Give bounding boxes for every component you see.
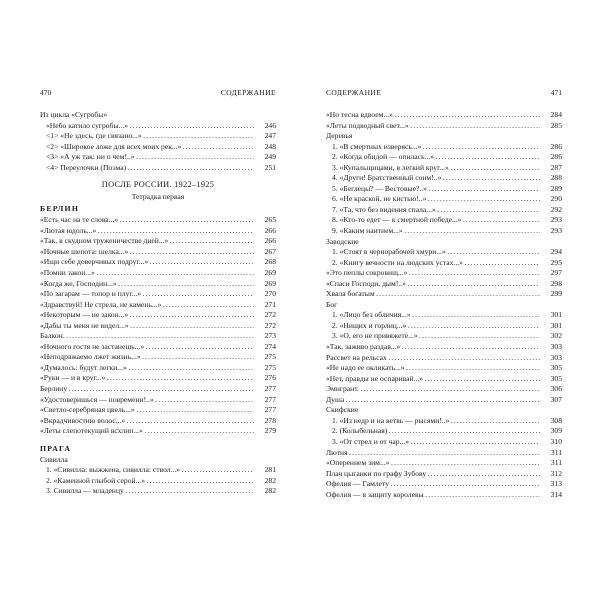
toc-entry-page: 292 <box>550 204 562 214</box>
toc-entry-page: 248 <box>264 141 276 151</box>
toc-entry <box>40 142 276 153</box>
toc-entry-title: «Неподражаемо лжет жизнь...» . . . <box>40 352 254 363</box>
toc-entry-page: 307 <box>550 394 562 404</box>
toc-entry-title: «Помни закон...» . . . <box>40 268 254 279</box>
toc-entry-page: 285 <box>550 120 562 130</box>
toc-entry-title: «Удостоверишься — повремени!..» . . . <box>40 395 254 406</box>
toc-entry-title: 3. «От стрел и от чар...» . . . <box>326 437 540 448</box>
toc-entry-title: 2. (Колыбельная) . . . <box>326 426 540 437</box>
left-page <box>40 88 276 497</box>
toc-entry-title: «Ночного гостя не застанешь...» . . . <box>40 342 254 353</box>
toc-entry-title: «Думалось: будут легки...» . . . <box>40 363 254 374</box>
toc-entry-page: 313 <box>550 479 562 489</box>
toc-entry-title: «По загарам — топор и плуг...» . . . <box>40 289 254 300</box>
toc-entry-title: «Лютая юдоль...» . . . <box>40 226 254 237</box>
toc-entry <box>326 258 562 269</box>
toc-entry <box>326 395 562 406</box>
toc-entry <box>326 184 562 195</box>
cycle-list <box>40 121 276 174</box>
toc-entry-page: 299 <box>550 289 562 299</box>
toc-entry <box>40 405 276 416</box>
toc-entry <box>40 426 276 437</box>
toc-entry-title: 1. «Лицо без обличия...» . . . <box>326 310 540 321</box>
toc-entry-page: 272 <box>264 320 276 330</box>
toc-entry-title: «Есть час на те слова...» . . . <box>40 215 254 226</box>
toc-entry <box>40 152 276 163</box>
toc-entry-page: 294 <box>550 247 562 257</box>
toc-entry-page: 272 <box>264 310 276 320</box>
toc-entry <box>40 395 276 406</box>
toc-entry-page: 267 <box>264 246 276 256</box>
toc-entry-title: 8. «Кто-то едет — к смертной победе...» . . . <box>326 215 540 226</box>
toc-entry <box>40 131 276 142</box>
toc-entry <box>326 226 562 237</box>
toc-entry-page: 301 <box>550 320 562 330</box>
toc-entry-title: 1. «Сивилла: выжжена, сивилла: ствол...» . . . <box>40 465 254 476</box>
toc-entry <box>326 110 562 121</box>
toc-entry-page: 268 <box>264 257 276 267</box>
toc-entry <box>40 331 276 342</box>
toc-entry <box>326 490 562 501</box>
toc-entry-page: 278 <box>264 415 276 425</box>
toc-entry <box>326 384 562 395</box>
toc-entry-page: 276 <box>264 373 276 383</box>
toc-entry <box>40 465 276 476</box>
toc-entry-page: 295 <box>550 257 562 267</box>
toc-entry <box>326 121 562 132</box>
toc-entry-title: «Спаси Господи, дым!..» . . . <box>326 279 540 290</box>
toc-entry <box>326 458 562 469</box>
toc-entry-title: Офелия — Гамлету . . . <box>326 479 540 490</box>
toc-entry-title: 4. «Други! Братственный сонм!..» . . . <box>326 173 540 184</box>
toc-entry-title: 2. «Книгу вечности на людских устах...» . . . <box>326 258 540 269</box>
toc-entry-page: 284 <box>550 110 562 119</box>
toc-entry-page: 301 <box>550 310 562 320</box>
toc-entry <box>40 279 276 290</box>
toc-entry <box>326 353 562 364</box>
toc-entry <box>40 257 276 268</box>
toc-entry-title: 3. «О, его не привяжете...» . . . <box>326 331 540 342</box>
toc-entry <box>40 476 276 487</box>
toc-entry-title: 2. «Каменной глыбой серой...» . . . <box>40 476 254 487</box>
toc-entry-page: 277 <box>264 405 276 415</box>
toc-entry <box>40 352 276 363</box>
right-page <box>326 88 562 500</box>
right-page-number: 471 <box>550 88 562 97</box>
toc-entry <box>326 142 562 153</box>
toc-entry-title: 3. «Купальщицами, в легкий круг...» . . . <box>326 163 540 174</box>
toc-entry-page: 266 <box>264 236 276 246</box>
toc-entry-title: «Некоторым — не закон...» . . . <box>40 310 254 321</box>
left-page-header <box>40 88 276 100</box>
toc-entry-title: Балкон. . . . <box>40 331 254 342</box>
toc-entry-title: «Леты слепотекущий всхлип...» . . . <box>40 426 254 437</box>
toc-entry-title: Берлину . . . <box>40 384 254 395</box>
section-title: ПОСЛЕ РОССИИ. 1922–1925 <box>101 180 215 190</box>
toc-entry-title: Плач цыганки по графу Зубову . . . <box>326 469 540 480</box>
right-page-header <box>326 88 562 100</box>
toc-entry <box>326 342 562 353</box>
toc-entry-page: 269 <box>264 268 276 278</box>
toc-entry-title: Лютня . . . <box>326 448 540 459</box>
toc-entry-page: 305 <box>550 373 562 383</box>
toc-entry <box>326 215 562 226</box>
toc-entry <box>40 310 276 321</box>
toc-entry <box>40 321 276 332</box>
toc-entry <box>326 416 562 427</box>
right-toc-groups <box>326 110 562 500</box>
toc-entry-title: 9. «Каким наитием...» . . . <box>326 226 540 237</box>
toc-entry-title: «Светло-серебряная цвель...» . . . <box>40 405 254 416</box>
toc-entry <box>326 247 562 258</box>
toc-entry <box>40 373 276 384</box>
toc-entry-page: 269 <box>264 278 276 288</box>
toc-entry-page: 249 <box>264 152 276 162</box>
left-running-head: СОДЕРЖАНИЕ <box>220 88 276 97</box>
toc-entry-page: 277 <box>264 394 276 404</box>
toc-entry-title: 2. «Когда обидой — опилась...» . . . <box>326 152 540 163</box>
toc-entry-title: Офелия — в защиту королевы . . . <box>326 490 540 501</box>
toc-entry-title: «Руки — и в круг...» . . . <box>40 373 254 384</box>
toc-entry-page: 311 <box>550 447 562 457</box>
toc-entry <box>326 448 562 459</box>
toc-entry <box>326 205 562 216</box>
toc-entry-title: «Здравствуй! Не стрела, не камень...» . . . <box>40 300 254 311</box>
toc-entry <box>40 236 276 247</box>
toc-entry <box>326 152 562 163</box>
toc-entry-title: 7. «Та, что без видения спала...» . . . <box>326 205 540 216</box>
toc-entry-page: 298 <box>550 278 562 288</box>
toc-entry-title: <2> «Широкое ложе для всех моих рек...» . . . <box>40 142 254 153</box>
toc-entry <box>326 163 562 174</box>
toc-entry-page: 273 <box>264 331 276 341</box>
toc-entry <box>326 173 562 184</box>
toc-entry <box>40 342 276 353</box>
toc-entry-title: «Небо катило сугробы...» . . . <box>40 121 254 132</box>
right-running-head: СОДЕРЖАНИЕ <box>326 88 382 97</box>
toc-entry-page: 271 <box>264 299 276 309</box>
toc-entry-page: 274 <box>264 341 276 351</box>
toc-entry <box>326 426 562 437</box>
toc-entry-page: 310 <box>550 436 562 446</box>
toc-entry <box>40 300 276 311</box>
toc-entry <box>326 194 562 205</box>
toc-entry-title: «Леты подводный свет...» . . . <box>326 121 540 132</box>
group-heading: Бог <box>326 299 338 309</box>
toc-entry <box>40 384 276 395</box>
toc-entry <box>326 310 562 321</box>
group-heading: Скифские <box>326 405 359 415</box>
toc-entry-title: «Это пеплы сокровищ...» . . . <box>326 268 540 279</box>
toc-entry-page: 293 <box>550 226 562 236</box>
toc-entry-page: 270 <box>264 289 276 299</box>
toc-entry-title: «Ищи себе доверчивых подруг...» . . . <box>40 257 254 268</box>
toc-entry <box>40 226 276 237</box>
sibyl-list <box>40 465 276 497</box>
toc-entry <box>326 374 562 385</box>
toc-entry-title: 2. «Нищих и горлиц...» . . . <box>326 321 540 332</box>
toc-entry-title: «Но тесна вдвоем...» . . . <box>326 110 540 121</box>
toc-entry <box>326 437 562 448</box>
group-heading: Деревья <box>326 131 353 141</box>
toc-entry-page: 306 <box>550 384 562 394</box>
toc-entry-page: 305 <box>550 363 562 373</box>
prague-heading: ПРАГА <box>40 443 72 453</box>
toc-entry <box>326 469 562 480</box>
toc-entry-page: 277 <box>264 384 276 394</box>
toc-entry <box>326 289 562 300</box>
toc-entry-title: «Вкрадчивостию волос...» . . . <box>40 416 254 427</box>
cycle-heading: Из цикла «Сугробы» <box>40 110 108 119</box>
toc-entry-page: 281 <box>264 465 276 475</box>
toc-entry-title: Рассвет на рельсах . . . <box>326 353 540 364</box>
toc-entry-page: 275 <box>264 362 276 372</box>
toc-entry <box>326 321 562 332</box>
toc-entry <box>40 247 276 258</box>
berlin-heading: БЕРЛИН <box>40 204 80 214</box>
toc-entry-title: «Не надо ее окликать...» . . . <box>326 363 540 374</box>
toc-entry-page: 309 <box>550 426 562 436</box>
toc-entry-page: 289 <box>550 183 562 193</box>
toc-entry <box>326 479 562 490</box>
toc-entry-title: 3. Сивилла — младенцу . . . <box>40 486 254 497</box>
toc-entry-title: «Оперением зим...» . . . <box>326 458 540 469</box>
toc-entry-page: 286 <box>550 152 562 162</box>
toc-entry-title: «Ночные шепота: шелка...» . . . <box>40 247 254 258</box>
toc-entry <box>40 289 276 300</box>
toc-entry-title: «Так, заживо раздав...» . . . <box>326 342 540 353</box>
toc-entry-page: 303 <box>550 342 562 352</box>
toc-entry-title: Хвала богатым . . . <box>326 289 540 300</box>
toc-entry-title: 1. «Из недр и на ветвь — рысями!..» . . . <box>326 416 540 427</box>
toc-entry <box>40 486 276 497</box>
toc-entry <box>40 416 276 427</box>
toc-entry <box>326 331 562 342</box>
group-heading: Заводские <box>326 236 359 246</box>
toc-entry-page: 275 <box>264 352 276 362</box>
toc-entry-title: 5. «Беглецы? — Вестовые?..» . . . <box>326 184 540 195</box>
toc-entry-page: 293 <box>550 215 562 225</box>
toc-entry-title: 1. «Стоят в чернорабочей хмури...» . . . <box>326 247 540 258</box>
toc-entry-page: 282 <box>264 486 276 496</box>
toc-entry <box>326 279 562 290</box>
berlin-list <box>40 215 276 436</box>
toc-entry-page: 287 <box>550 162 562 172</box>
toc-entry-page: 314 <box>550 489 562 499</box>
toc-entry-page: 266 <box>264 225 276 235</box>
toc-entry <box>40 363 276 374</box>
section-subtitle: Тетрадка первая <box>131 192 185 202</box>
toc-entry-page: 251 <box>264 162 276 172</box>
toc-entry-page: 312 <box>550 468 562 478</box>
toc-entry <box>40 268 276 279</box>
toc-entry <box>326 268 562 279</box>
toc-entry-page: 311 <box>550 458 562 468</box>
toc-entry-page: 308 <box>550 415 562 425</box>
toc-entry <box>40 121 276 132</box>
toc-entry-title: <4> Переулочки (Поэма) . . . <box>40 163 254 174</box>
toc-entry-title: «Нет, правды не оспаривай...» . . . <box>326 374 540 385</box>
left-page-number: 470 <box>40 88 52 97</box>
toc-entry-title: «Дабы ты меня не видел...» . . . <box>40 321 254 332</box>
sibyl-heading: Сивилла <box>40 454 68 464</box>
toc-entry-page: 286 <box>550 141 562 151</box>
toc-entry-page: 302 <box>550 331 562 341</box>
toc-entry-page: 303 <box>550 352 562 362</box>
toc-entry-page: 297 <box>550 268 562 278</box>
toc-entry-page: 246 <box>264 120 276 130</box>
toc-entry-page: 282 <box>264 475 276 485</box>
toc-entry <box>326 363 562 374</box>
toc-entry-page: 247 <box>264 131 276 141</box>
toc-entry-page: 279 <box>264 426 276 436</box>
toc-entry-title: <1> «Не здесь, где связано...» . . . <box>40 131 254 142</box>
toc-entry-title: Эмигрант. . . . <box>326 384 540 395</box>
toc-entry <box>40 215 276 226</box>
toc-entry-title: 1. «В смертных изверясь...» . . . <box>326 142 540 153</box>
toc-entry-page: 288 <box>550 173 562 183</box>
toc-entry-title: «Так, в скудном труженичестве дней...» . . . <box>40 236 254 247</box>
toc-entry-title: <3> «А уж так: ни о чем!..» . . . <box>40 152 254 163</box>
toc-entry <box>40 163 276 174</box>
toc-entry-page: 265 <box>264 215 276 225</box>
toc-entry-title: 6. «Не краской, не кистью!..» . . . <box>326 194 540 205</box>
toc-entry-page: 290 <box>550 194 562 204</box>
toc-entry-title: «Когда же, Господин...» . . . <box>40 279 254 290</box>
toc-entry-title: Душа . . . <box>326 395 540 406</box>
